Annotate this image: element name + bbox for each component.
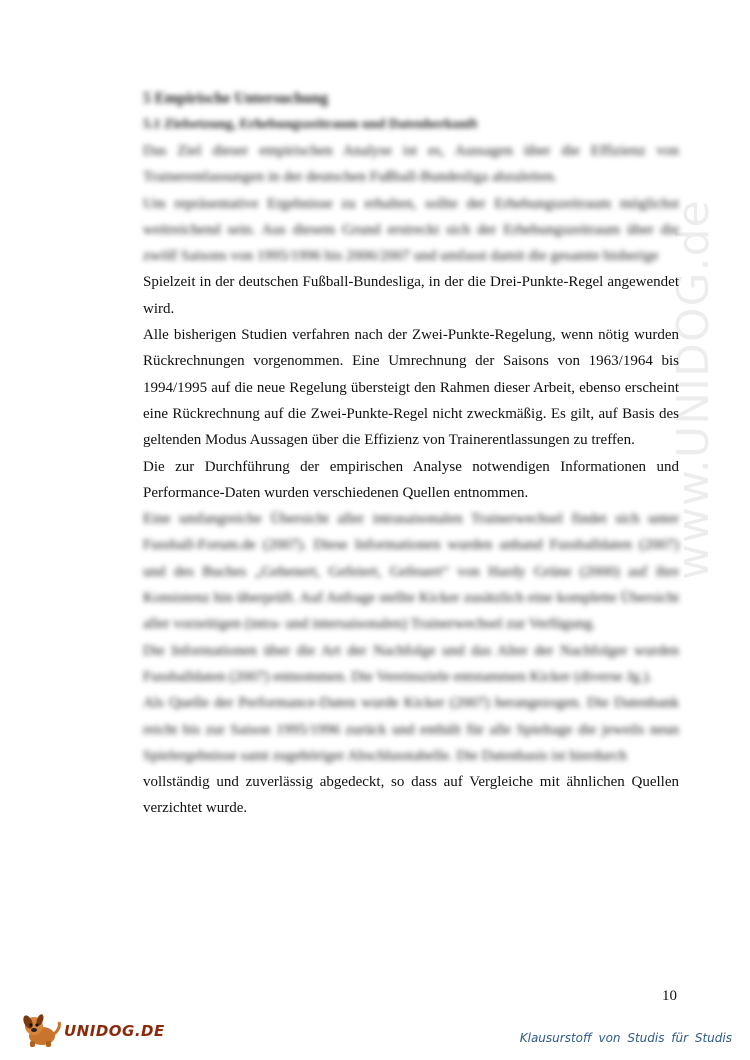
paragraph-intro-1: Das Ziel dieser empirischen Analyse ist es, Aussagen über die Effizienz von Trainerentlassungen in der deutschen Fußball-Bundesliga abzuleiten.	[143, 143, 679, 186]
paragraph-blurred-4: Eine umfangreiche Übersicht aller intrasaisonalen Trainerwechsel findet sich unter Fussball-Forum.de (2007). Diese Informationen wurden anhand Fussballdaten (2007) und des Buches „Gehenert, Gefeiert, Gefeuert“ von Hardy Grüne (2000) auf ihre Konsistenz hin überprüft. Auf Anfrage stellte Kicker zusätzlich eine komplette Übersicht aller vorzeitigen (intra- und intersaisonalen) Trainerwechsel zur Verfügung.	[143, 511, 679, 633]
page-number: 10	[662, 988, 677, 1004]
paragraph-clear-6-end: vollständig und zuverlässig abgedeckt, so dass auf Vergleiche mit ähnlichen Quellen verzichtet wurde.	[143, 774, 679, 817]
subsection-heading: 5.1 Zielsetzung, Erhebungszeitraum und Datenherkunft	[143, 117, 478, 132]
section-heading: 5 Empirische Untersuchung	[143, 90, 329, 107]
paragraph-blurred-5: Die Informationen über die Art der Nachfolge und das Alter der Nachfolger wurden Fussballdaten (2007) entnommen. Die Vereinsziele entstammen Kicker (diverse Jg.).	[143, 642, 679, 685]
page-content	[143, 88, 679, 822]
paragraph-clear-1: Spielzeit in der deutschen Fußball-Bundesliga, in der die Drei-Punkte-Regel angewendet wird.	[143, 274, 679, 317]
paragraph-clear-3: Die zur Durchführung der empirischen Analyse notwendigen Informationen und Performance-Daten wurden verschiedenen Quellen entnommen.	[143, 458, 679, 501]
footer-slogan: Klausurstoff von Studis für Studis	[519, 1031, 732, 1045]
paragraph-clear-2: Alle bisherigen Studien verfahren nach der Zwei-Punkte-Regelung, wenn nötig wurden Rückrechnungen vorgenommen. Eine Umrechnung der Saisons von 1963/1964 bis 1994/1995 auf die neue Regelung übersteigt den Rahmen dieser Arbeit, ebenso erscheint eine Rückrechnung auf die Zwei-Punkte-Regel nicht zweckmäßig. Es gilt, auf Basis des geltenden Modus Aussagen über die Effizienz von Trainerentlassungen zu treffen.	[143, 327, 679, 449]
paragraph-intro-2: Um repräsentative Ergebnisse zu erhalten, sollte der Erhebungszeitraum möglichst weitreichend sein. Aus diesem Grund erstreckt sich der Erhebungszeitraum über die zwölf Saisons von 1995/1996 bis 2006/2007 und umfasst damit die gesamte bisherige	[143, 195, 679, 265]
logo-text: UNIDOG.DE	[64, 1022, 165, 1040]
unidog-logo	[20, 1012, 180, 1048]
watermark-text: www.UNIDOG.de	[668, 199, 719, 580]
dog-icon	[20, 1012, 62, 1048]
paragraph-blurred-6: Als Quelle der Performance-Daten wurde Kicker (2007) herangezogen. Die Datenbank reicht bis zur Saison 1995/1996 zurück und enthält für alle Spieltage die jeweils neun Spielergebnisse samt zugehöriger Abschlusstabelle. Die Datenbasis ist hierdurch	[143, 695, 679, 764]
